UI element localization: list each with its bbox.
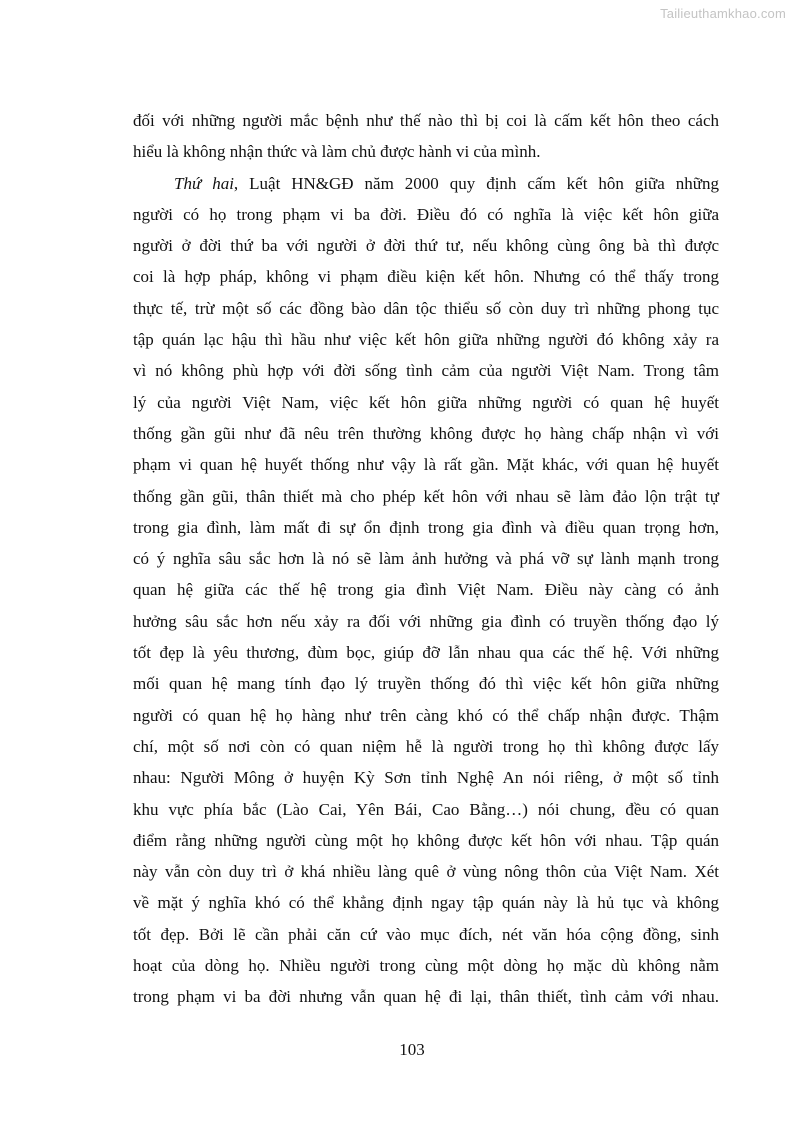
text-line: tập quán lạc hậu thì hầu như việc kết hôn giữa những người đó không xảy ra xyxy=(133,330,719,350)
text-line: trong phạm vi ba đời nhưng vẫn quan hệ đi lại, thân thiết, tình cảm với nhau. xyxy=(133,987,719,1007)
text-line: phạm vi quan hệ huyết thống như vậy là rất gần. Mặt khác, với quan hệ huyết xyxy=(133,455,719,475)
lead-line-text: , Luật HN&GĐ năm 2000 quy định cấm kết hôn giữa những xyxy=(233,173,719,193)
text-line: hưởng sâu sắc hơn nếu xảy ra đối với những gia đình có truyền thống đạo lý xyxy=(133,611,719,631)
text-line: trong gia đình, làm mất đi sự ổn định trong gia đình và điều quan trọng hơn, xyxy=(133,517,719,537)
text-line: có ý nghĩa sâu sắc hơn là nó sẽ làm ảnh hưởng và phá vỡ sự lành mạnh trong xyxy=(133,549,719,569)
text-line: thống gần gũi, thân thiết mà cho phép kết hôn với nhau sẽ làm đảo lộn trật tự xyxy=(133,486,719,506)
text-line: thực tế, trừ một số các đồng bào dân tộc thiểu số còn duy trì những phong tục xyxy=(133,298,719,318)
text-line: quan hệ giữa các thế hệ trong gia đình Việt Nam. Điều này càng có ảnh xyxy=(133,580,719,600)
text-line: mối quan hệ mang tính đạo lý truyền thống đó thì việc kết hôn giữa những xyxy=(133,674,719,694)
page-number: 103 xyxy=(399,1040,425,1059)
page-body xyxy=(133,105,719,1013)
paragraph-lead-line xyxy=(133,168,719,199)
text-line: người có họ trong phạm vi ba đời. Điều đó có nghĩa là việc kết hôn giữa xyxy=(133,204,719,224)
text-line: vì nó không phù hợp với đời sống tình cảm của người Việt Nam. Trong tâm xyxy=(133,361,719,381)
text-line: lý của người Việt Nam, việc kết hôn giữa những người có quan hệ huyết xyxy=(133,392,719,412)
text-line: thống gần gũi như đã nêu trên thường không được họ hàng chấp nhận vì với xyxy=(133,423,719,443)
text-line: chí, một số nơi còn có quan niệm hễ là người trong họ thì không được lấy xyxy=(133,736,719,756)
text-line: hoạt của dòng họ. Nhiều người trong cùng một dòng họ mặc dù không nằm xyxy=(133,956,719,976)
text-line: tốt đẹp. Bởi lẽ cần phải căn cứ vào mục đích, nét văn hóa cộng đồng, sinh xyxy=(133,924,719,944)
watermark-text: Tailieuthamkhao.com xyxy=(660,6,786,21)
text-line: người có quan hệ họ hàng như trên càng khó có thể chấp nhận được. Thậm xyxy=(133,705,719,725)
text-line: điểm rằng những người cùng một họ không được kết hôn với nhau. Tập quán xyxy=(133,830,719,850)
text-line: coi là hợp pháp, không vi phạm điều kiện kết hôn. Nhưng có thể thấy trong xyxy=(133,267,719,287)
text-line: về mặt ý nghĩa khó có thể khẳng định ngay tập quán này là hủ tục và không xyxy=(133,893,719,913)
text-line: đối với những người mắc bệnh như thế nào thì bị coi là cấm kết hôn theo cách xyxy=(133,111,719,130)
text-line: này vẫn còn duy trì ở khá nhiều làng quê ở vùng nông thôn của Việt Nam. Xét xyxy=(133,862,719,882)
text-line: nhau: Người Mông ở huyện Kỳ Sơn tỉnh Nghệ An nói riêng, ở một số tỉnh xyxy=(133,768,719,788)
italic-lead: Thứ hai xyxy=(174,173,234,193)
text-line: người ở đời thứ ba với người ở đời thứ tư, nếu không cùng ông bà thì được xyxy=(133,236,719,256)
text-line: hiểu là không nhận thức và làm chủ được hành vi của mình. xyxy=(133,142,541,162)
text-line: tốt đẹp là yêu thương, đùm bọc, giúp đỡ lẫn nhau qua các thế hệ. Với những xyxy=(133,643,719,663)
text-line: khu vực phía bắc (Lào Cai, Yên Bái, Cao Bằng…) nói chung, đều có quan xyxy=(133,799,719,819)
